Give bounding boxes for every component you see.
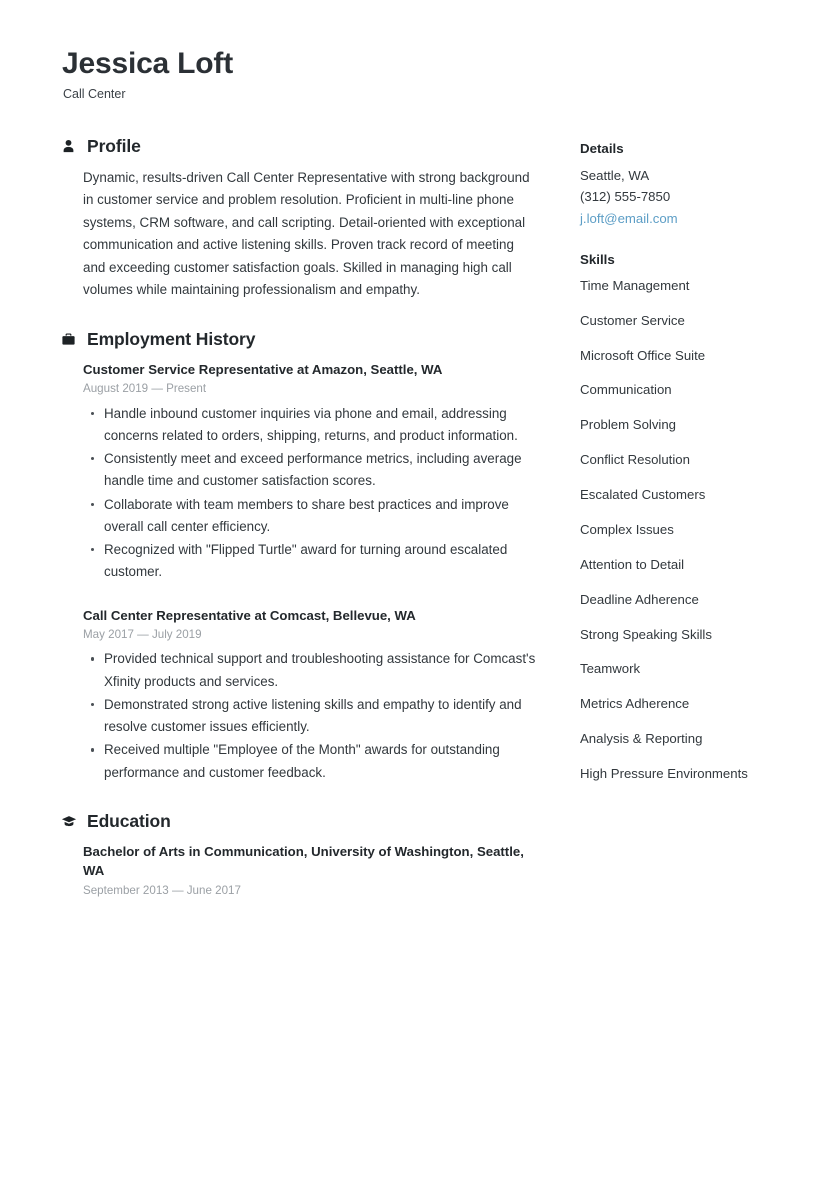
list-item: Deadline Adherence [580,591,699,607]
list-item: Complex Issues [580,521,674,537]
resume-header [60,47,780,102]
list-item: Recognized with "Flipped Turtle" award for turning around escalated customer. [83,539,538,584]
list-item: Handle inbound customer inquiries via phone and email, addressing concerns related to orders, shipping, returns, and product information. [83,403,538,448]
list-item: Microsoft Office Suite [580,347,706,363]
list-item: Teamwork [580,661,641,677]
list-item: Problem Solving [580,417,677,433]
profile-title: Profile [87,135,141,156]
graduation-cap-icon [60,813,77,830]
section-education [60,811,538,899]
list-item: Conflict Resolution [580,452,690,468]
employment-entry-bullets [83,648,538,784]
list-item: Received multiple "Employee of the Month" awards for outstanding performance and customer feedback. [83,739,538,784]
main-column [60,136,538,905]
employment-entry [83,606,538,784]
employment-entry-title: Customer Service Representative at Amazon, Seattle, WA [83,361,443,377]
education-entry-date: September 2013 — June 2017 [83,884,241,897]
skills-list [580,277,780,784]
profile-text: Dynamic, results-driven Call Center Representative with strong background in customer service and problem resolution. Proficient in multi-line phone systems, CRM software, and call scripting. Detail-oriented with exceptional communication and active listening skills. Proven track record of meeting and exceeding customer satisfaction goals. Skilled in managing high call volumes while maintaining professionalism and empathy. [83,169,530,298]
employment-entry-bullets [83,403,538,584]
details-heading: Details [580,140,624,156]
education-entry [83,842,538,899]
list-item: Customer Service [580,312,685,328]
employment-entry-date: May 2017 — July 2019 [83,628,202,642]
details-phone: (312) 555-7850 [580,189,671,205]
list-item: Analysis & Reporting [580,731,703,747]
details-email-link[interactable]: j.loft@email.com [580,210,678,226]
profile-heading-row [60,136,538,157]
briefcase-icon [60,331,77,348]
employment-heading-row [60,329,538,350]
skills-heading: Skills [580,252,615,268]
skills-block [580,251,780,783]
details-block [580,140,780,230]
employment-entry-date: August 2019 — Present [83,382,207,396]
education-title: Education [87,810,171,831]
resume-body [60,136,780,905]
list-item: High Pressure Environments [580,766,748,782]
candidate-name: Jessica Loft [62,47,234,80]
employment-entry [83,360,538,584]
list-item: Consistently meet and exceed performance metrics, including average handle time and customer satisfaction scores. [83,448,538,493]
list-item: Communication [580,382,672,398]
employment-title: Employment History [87,328,256,349]
education-heading-row [60,811,538,832]
list-item: Demonstrated strong active listening skills and empathy to identify and resolve customer issues efficiently. [83,694,538,739]
list-item: Escalated Customers [580,487,706,503]
list-item: Collaborate with team members to share best practices and improve overall call center efficiency. [83,494,538,539]
list-item: Strong Speaking Skills [580,626,712,642]
list-item: Provided technical support and troubleshooting assistance for Comcast's Xfinity products and services. [83,648,538,693]
section-profile [60,136,538,302]
list-item: Attention to Detail [580,556,685,572]
person-icon [60,138,77,155]
list-item: Time Management [580,277,690,293]
details-location: Seattle, WA [580,168,650,184]
section-employment [60,329,538,784]
list-item: Metrics Adherence [580,696,690,712]
candidate-job-title: Call Center [63,86,126,101]
education-entry-title: Bachelor of Arts in Communication, University of Washington, Seattle, WA [83,843,524,879]
sidebar-column [538,136,780,806]
employment-entry-title: Call Center Representative at Comcast, Bellevue, WA [83,607,416,623]
